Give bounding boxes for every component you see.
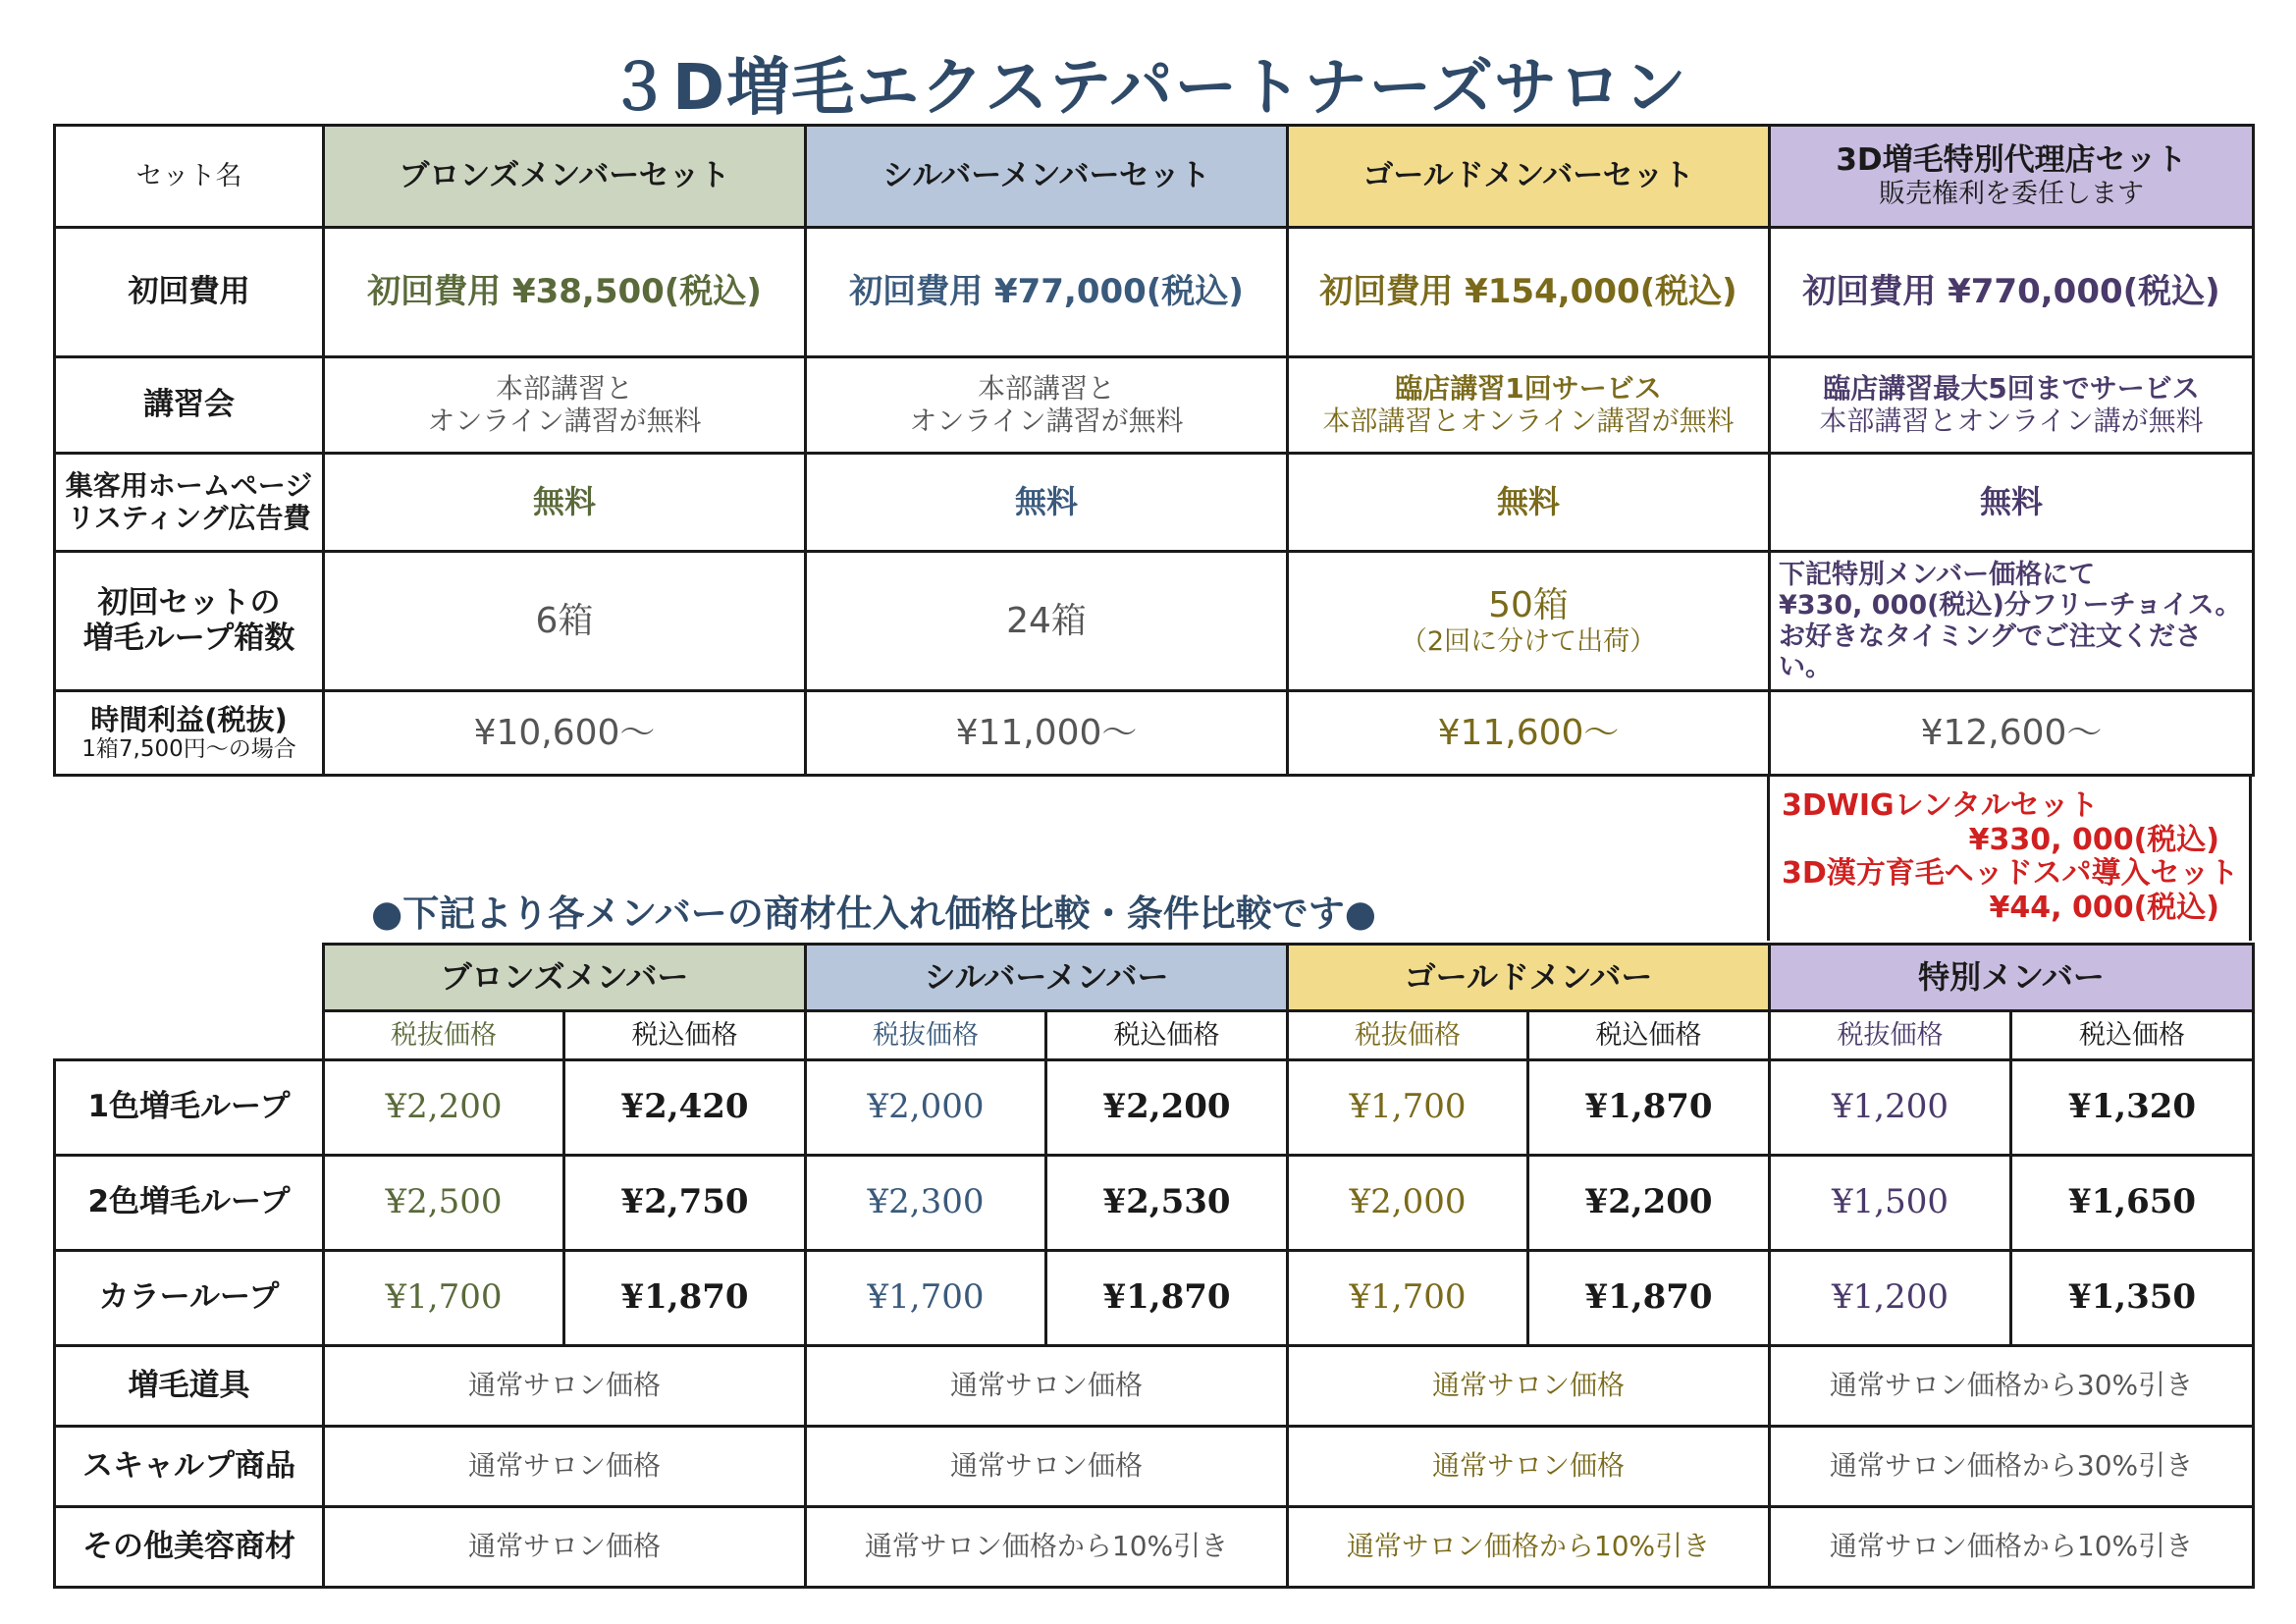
blank-corner-2 bbox=[55, 1011, 324, 1060]
special-in-header: 税込価格 bbox=[2011, 1011, 2254, 1060]
condition-row-2 bbox=[55, 1427, 2254, 1507]
boxes-label-line1: 初回セットの bbox=[97, 584, 281, 621]
condition-cell: 通常サロン価格から10%引き bbox=[806, 1507, 1288, 1588]
hourly-label-line2: 1箱7,500円～の場合 bbox=[81, 735, 296, 762]
gold-member-header: ゴールドメンバー bbox=[1288, 945, 1770, 1011]
training-silver-line1: 本部講習と bbox=[977, 372, 1115, 406]
loop-label-1: 1色増毛ループ bbox=[55, 1060, 324, 1156]
set-name-label: セット名 bbox=[55, 126, 324, 228]
promo-headspa-price: ¥44, 000(税込) bbox=[1989, 890, 2219, 925]
initial-fee-row bbox=[55, 228, 2254, 357]
hourly-gold: ¥11,600～ bbox=[1288, 691, 1770, 776]
homepage-label-line1: 集客用ホームページ bbox=[65, 469, 313, 503]
homepage-bronze: 無料 bbox=[324, 454, 806, 552]
promo-box bbox=[1767, 776, 2252, 941]
hourly-special: ¥12,600～ bbox=[1770, 691, 2254, 776]
homepage-silver: 無料 bbox=[806, 454, 1288, 552]
silver-member-header: シルバーメンバー bbox=[806, 945, 1288, 1011]
boxes-row bbox=[55, 552, 2254, 691]
bronze-in-header: 税込価格 bbox=[564, 1011, 806, 1060]
special-set-sub: 販売権利を委任します bbox=[1879, 178, 2144, 209]
condition-cell: 通常サロン価格から10%引き bbox=[1288, 1507, 1770, 1588]
price-cell: ¥1,700 bbox=[1288, 1060, 1528, 1156]
promo-wig-label: 3DWIGレンタルセット bbox=[1782, 788, 2099, 823]
price-cell: ¥2,200 bbox=[1528, 1156, 1770, 1251]
hourly-row bbox=[55, 691, 2254, 776]
price-cell: ¥1,500 bbox=[1770, 1156, 2011, 1251]
training-bronze bbox=[324, 357, 806, 454]
training-silver-line2: オンライン講習が無料 bbox=[909, 404, 1184, 437]
special-set-header bbox=[1770, 126, 2254, 228]
price-cell: ¥1,700 bbox=[806, 1251, 1046, 1346]
condition-cell: 通常サロン価格から30%引き bbox=[1770, 1346, 2254, 1427]
boxes-special-line3: お好きなタイミングでご注文ください。 bbox=[1779, 621, 2202, 682]
training-special bbox=[1770, 357, 2254, 454]
hourly-silver: ¥11,000～ bbox=[806, 691, 1288, 776]
condition-row-1 bbox=[55, 1346, 2254, 1427]
training-gold bbox=[1288, 357, 1770, 454]
price-cell: ¥1,870 bbox=[1528, 1251, 1770, 1346]
price-cell: ¥2,000 bbox=[806, 1060, 1046, 1156]
training-gold-line2: 本部講習とオンライン講習が無料 bbox=[1322, 404, 1735, 437]
loop-row-1 bbox=[55, 1060, 2254, 1156]
price-comparison-table bbox=[53, 943, 2255, 1589]
bronze-ex-header: 税抜価格 bbox=[324, 1011, 564, 1060]
training-silver bbox=[806, 357, 1288, 454]
price-cell: ¥2,300 bbox=[806, 1156, 1046, 1251]
set-header-row bbox=[55, 126, 2254, 228]
price-cell: ¥1,350 bbox=[2011, 1251, 2254, 1346]
price-cell: ¥1,700 bbox=[324, 1251, 564, 1346]
homepage-label-line2: リスティング広告費 bbox=[67, 501, 311, 534]
boxes-label bbox=[55, 552, 324, 691]
training-bronze-line1: 本部講習と bbox=[495, 372, 633, 406]
training-bronze-line2: オンライン講習が無料 bbox=[427, 404, 702, 437]
condition-cell: 通常サロン価格 bbox=[1288, 1427, 1770, 1507]
price-cell: ¥2,500 bbox=[324, 1156, 564, 1251]
page-title: ３D増毛エクステパートナーズサロン bbox=[608, 52, 1688, 125]
homepage-special: 無料 bbox=[1770, 454, 2254, 552]
set-comparison-table bbox=[53, 124, 2255, 777]
condition-cell: 通常サロン価格 bbox=[324, 1346, 806, 1427]
initial-fee-silver: 初回費用 ¥77,000(税込) bbox=[806, 228, 1288, 357]
boxes-gold-count: 50箱 bbox=[1488, 585, 1569, 626]
condition-label-2: スキャルプ商品 bbox=[55, 1427, 324, 1507]
homepage-gold: 無料 bbox=[1288, 454, 1770, 552]
special-member-header: 特別メンバー bbox=[1770, 945, 2254, 1011]
condition-label-3: その他美容商材 bbox=[55, 1507, 324, 1588]
training-special-line2: 本部講習とオンライン講が無料 bbox=[1819, 404, 2204, 437]
condition-cell: 通常サロン価格 bbox=[806, 1427, 1288, 1507]
boxes-special bbox=[1770, 552, 2254, 691]
boxes-gold bbox=[1288, 552, 1770, 691]
promo-wig-price: ¥330, 000(税込) bbox=[1968, 822, 2219, 857]
loop-label-2: 2色増毛ループ bbox=[55, 1156, 324, 1251]
bronze-set-header: ブロンズメンバーセット bbox=[324, 126, 806, 228]
special-set-name: 3D増毛特別代理店セット bbox=[1836, 142, 2187, 179]
price-cell: ¥1,200 bbox=[1770, 1251, 2011, 1346]
gold-ex-header: 税抜価格 bbox=[1288, 1011, 1528, 1060]
loop-label-3: カラーループ bbox=[55, 1251, 324, 1346]
blank-corner bbox=[55, 945, 324, 1011]
condition-label-1: 増毛道具 bbox=[55, 1346, 324, 1427]
gold-in-header: 税込価格 bbox=[1528, 1011, 1770, 1060]
member-header-row bbox=[55, 945, 2254, 1011]
condition-cell: 通常サロン価格 bbox=[324, 1427, 806, 1507]
price-cell: ¥1,200 bbox=[1770, 1060, 2011, 1156]
initial-fee-special: 初回費用 ¥770,000(税込) bbox=[1770, 228, 2254, 357]
gold-set-header: ゴールドメンバーセット bbox=[1288, 126, 1770, 228]
hourly-label-line1: 時間利益(税抜) bbox=[90, 702, 288, 736]
hourly-label bbox=[55, 691, 324, 776]
training-special-line1: 臨店講習最大5回までサービス bbox=[1823, 372, 2200, 406]
training-label: 講習会 bbox=[55, 357, 324, 454]
price-cell: ¥1,700 bbox=[1288, 1251, 1528, 1346]
initial-fee-label: 初回費用 bbox=[55, 228, 324, 357]
initial-fee-gold: 初回費用 ¥154,000(税込) bbox=[1288, 228, 1770, 357]
condition-cell: 通常サロン価格から30%引き bbox=[1770, 1427, 2254, 1507]
silver-in-header: 税込価格 bbox=[1046, 1011, 1288, 1060]
price-cell: ¥2,420 bbox=[564, 1060, 806, 1156]
condition-cell: 通常サロン価格 bbox=[1288, 1346, 1770, 1427]
training-row bbox=[55, 357, 2254, 454]
hourly-bronze: ¥10,600～ bbox=[324, 691, 806, 776]
silver-set-header: シルバーメンバーセット bbox=[806, 126, 1288, 228]
price-cell: ¥1,870 bbox=[564, 1251, 806, 1346]
condition-cell: 通常サロン価格から10%引き bbox=[1770, 1507, 2254, 1588]
homepage-label bbox=[55, 454, 324, 552]
training-gold-line1: 臨店講習1回サービス bbox=[1395, 372, 1662, 406]
boxes-gold-note: （2回に分けて出荷） bbox=[1400, 625, 1657, 657]
bronze-member-header: ブロンズメンバー bbox=[324, 945, 806, 1011]
special-ex-header: 税抜価格 bbox=[1770, 1011, 2011, 1060]
price-cell: ¥2,000 bbox=[1288, 1156, 1528, 1251]
boxes-silver: 24箱 bbox=[806, 552, 1288, 691]
price-cell: ¥1,650 bbox=[2011, 1156, 2254, 1251]
condition-row-3 bbox=[55, 1507, 2254, 1588]
condition-cell: 通常サロン価格 bbox=[324, 1507, 806, 1588]
price-cell: ¥1,320 bbox=[2011, 1060, 2254, 1156]
price-cell: ¥2,200 bbox=[324, 1060, 564, 1156]
boxes-label-line2: 増毛ループ箱数 bbox=[82, 620, 295, 656]
promo-headspa-label: 3D漢方育毛ヘッドスパ導入セット bbox=[1782, 856, 2239, 891]
loop-row-2 bbox=[55, 1156, 2254, 1251]
price-type-row bbox=[55, 1011, 2254, 1060]
boxes-special-line1: 下記特別メンバー価格にて bbox=[1779, 560, 2096, 591]
condition-cell: 通常サロン価格 bbox=[806, 1346, 1288, 1427]
price-cell: ¥2,530 bbox=[1046, 1156, 1288, 1251]
price-cell: ¥1,870 bbox=[1528, 1060, 1770, 1156]
price-cell: ¥1,870 bbox=[1046, 1251, 1288, 1346]
boxes-bronze: 6箱 bbox=[324, 552, 806, 691]
price-cell: ¥2,750 bbox=[564, 1156, 806, 1251]
compare-heading: ●下記より各メンバーの商材仕入れ価格比較・条件比較です● bbox=[371, 893, 1376, 935]
homepage-row bbox=[55, 454, 2254, 552]
silver-ex-header: 税抜価格 bbox=[806, 1011, 1046, 1060]
loop-row-3 bbox=[55, 1251, 2254, 1346]
initial-fee-bronze: 初回費用 ¥38,500(税込) bbox=[324, 228, 806, 357]
price-cell: ¥2,200 bbox=[1046, 1060, 1288, 1156]
boxes-special-line2: ¥330, 000(税込)分フリーチョイス。 bbox=[1779, 590, 2242, 622]
